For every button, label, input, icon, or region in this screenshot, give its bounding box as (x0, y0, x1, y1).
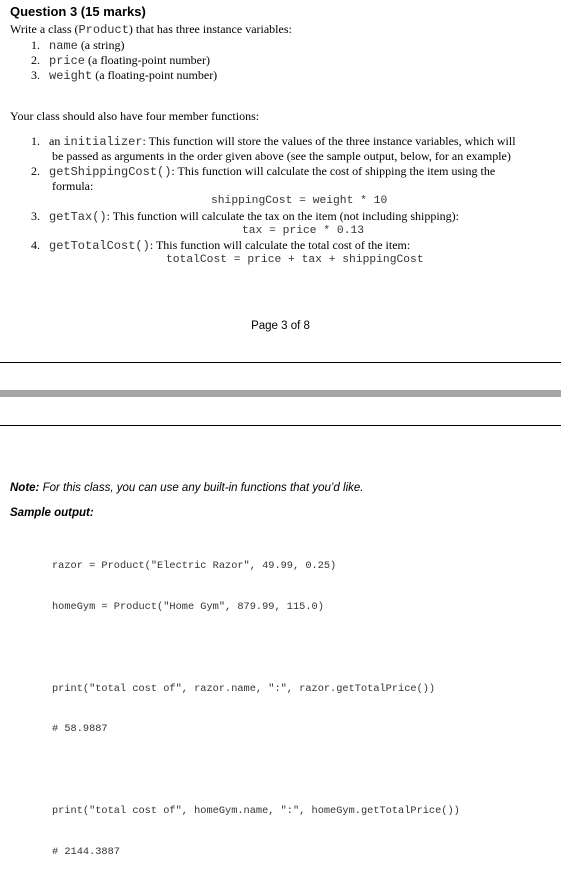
note-label: Note: (10, 482, 40, 494)
formula-tax: tax = price * 0.13 (242, 225, 365, 237)
list-number: 4. (31, 238, 40, 252)
variable-desc: (a floating-point number) (95, 68, 218, 82)
question-heading: Question 3 (15 marks) (10, 4, 146, 19)
list-number: 1. (31, 38, 40, 52)
code-line (52, 642, 460, 656)
function-code: getShippingCost() (49, 165, 172, 179)
intro-prefix: Write a class ( (10, 22, 79, 36)
variable-desc: (a string) (80, 38, 125, 52)
function-item-1-line2: be passed as arguments in the order given above (see the sample output, below, for an example) (52, 149, 511, 163)
note-text: For this class, you can use any built-in functions that you’d like. (39, 482, 364, 494)
code-line: razor = Product("Electric Razor", 49.99, 0.25) (52, 560, 337, 573)
sample-output-label: Sample output: (10, 507, 94, 519)
list-number: 2. (31, 53, 40, 67)
function-item-2-line1 (31, 164, 495, 180)
function-code: getTax() (49, 210, 107, 224)
formula-total: totalCost = price + tax + shippingCost (166, 254, 424, 266)
variable-item (31, 53, 210, 69)
functions-intro: Your class should also have four member functions: (10, 109, 260, 123)
variable-item (31, 68, 217, 84)
code-line (52, 764, 460, 778)
intro-class-name: Product (78, 23, 129, 37)
list-number: 1. (31, 134, 40, 148)
function-item-3-line1 (31, 209, 459, 225)
page-number: Page 3 of 8 (251, 320, 310, 332)
page-top-rule (0, 425, 561, 426)
formula-shipping: shippingCost = weight * 10 (211, 195, 388, 207)
function-item-2-line2: formula: (52, 179, 94, 193)
function-prefix: an (49, 134, 64, 148)
page-bottom-rule (0, 362, 561, 363)
variable-item (31, 38, 124, 54)
function-item-4-line1 (31, 238, 410, 254)
function-desc: : This function will calculate the total cost of the item: (149, 238, 411, 252)
list-number: 3. (31, 209, 40, 223)
list-number: 2. (31, 164, 40, 178)
variable-name: name (49, 39, 78, 53)
function-desc: : This function will calculate the cost of shipping the item using the (171, 164, 496, 178)
variable-name: weight (49, 69, 93, 83)
code-line: # 2144.3887 (52, 845, 120, 858)
page-gap-band (0, 390, 561, 397)
variable-desc: (a floating-point number) (88, 53, 210, 67)
intro-suffix: ) that has three instance variables: (128, 22, 292, 36)
function-code: getTotalCost() (49, 239, 150, 253)
sample-code-block (52, 533, 460, 873)
code-line: # 58.9887 (52, 723, 108, 736)
variable-name: price (49, 54, 86, 68)
list-number: 3. (31, 68, 40, 82)
function-desc: : This function will calculate the tax on the item (not including shipping): (106, 209, 459, 223)
function-code: initializer (63, 135, 143, 149)
function-desc: : This function will store the values of the three instance variables, which will (142, 134, 516, 148)
code-line: homeGym = Product("Home Gym", 879.99, 115.0) (52, 600, 324, 613)
function-item-1-line1 (31, 134, 516, 150)
code-line: print("total cost of", razor.name, ":", razor.getTotalPrice()) (52, 682, 436, 695)
note-line (10, 482, 363, 494)
code-line: print("total cost of", homeGym.name, ":", homeGym.getTotalPrice()) (52, 804, 460, 817)
intro-line (10, 22, 292, 38)
